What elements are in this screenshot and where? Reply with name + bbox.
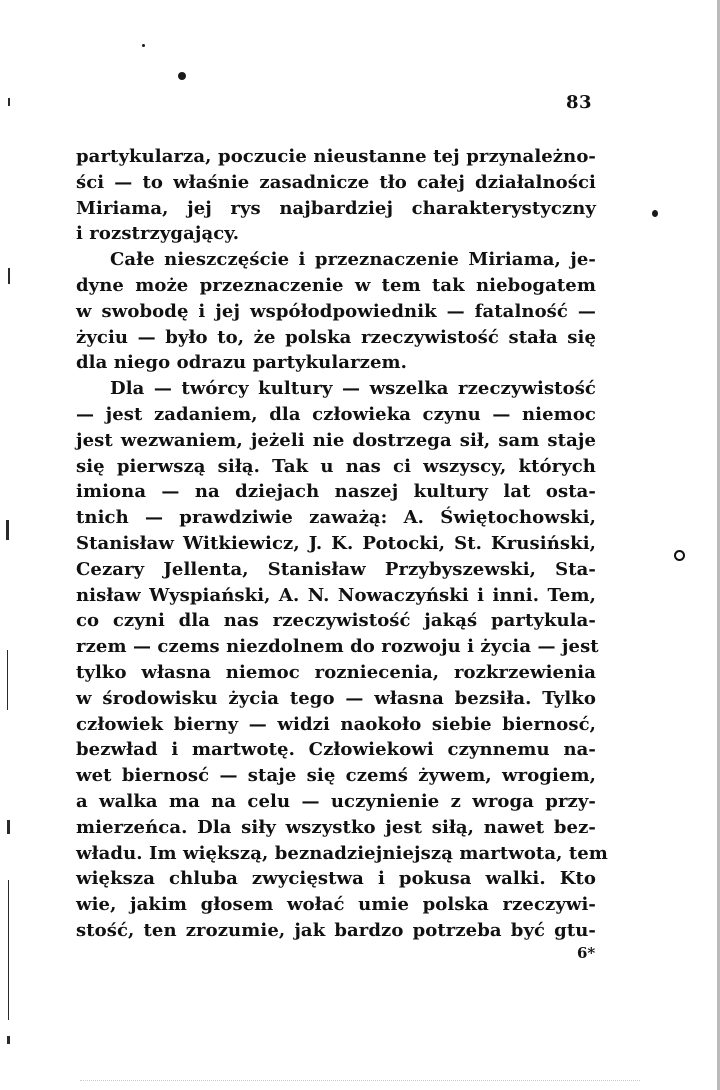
text-line: Miriama, jej rys najbardziej charakterystyczny (76, 197, 596, 219)
text-line: bezwład i martwotę. Człowiekowi czynnemu na- (76, 739, 596, 761)
left-margin-artifact (7, 650, 8, 710)
text-line: w swobodę i jej współodpowiednik — fatalność — (76, 300, 596, 322)
left-margin-artifact (8, 98, 10, 106)
left-margin-artifact (7, 1036, 10, 1044)
text-line: stość, ten zrozumie, jak bardzo potrzeba być gtu- (76, 919, 596, 941)
printer-signature-mark: 6* (577, 944, 596, 962)
text-line: imiona — na dziejach naszej kultury lat osta- (76, 481, 596, 503)
text-line: tnich — prawdziwie zaważą: A. Świętochowski, (76, 507, 596, 529)
left-margin-artifact (8, 268, 10, 284)
bottom-scan-noise (80, 1080, 640, 1081)
text-line: wet biernosć — staje się czemś żywem, wrogiem, (76, 765, 596, 787)
text-line: władu. Im większą, beznadziejniejszą martwota, tem (76, 842, 608, 864)
scan-dot-artifact (142, 44, 145, 47)
text-line: większa chluba zwycięstwa i pokusa walki. Kto (76, 868, 596, 890)
scan-ring-artifact (674, 550, 685, 561)
text-line: co czyni dla nas rzeczywistość jakąś partykula- (76, 610, 596, 632)
text-line: a walka ma na celu — uczynienie z wroga przy- (76, 790, 596, 812)
text-line: tylko własna niemoc rozniecenia, rozkrzewienia (76, 661, 596, 683)
text-line: mierzeńca. Dla siły wszystko jest siłą, nawet bez- (76, 816, 596, 838)
text-line: Dla — twórcy kultury — wszelka rzeczywistość (110, 378, 596, 400)
scan-dot-artifact (178, 72, 186, 80)
left-margin-artifact (7, 820, 10, 834)
left-margin-artifact (6, 520, 9, 540)
text-line: życiu — było to, że polska rzeczywistość stała się (76, 326, 596, 348)
text-line: dla niego odrazu partykularzem. (76, 352, 408, 374)
text-line: się pierwszą siłą. Tak u nas ci wszyscy, których (76, 455, 596, 477)
text-line: ści — to właśnie zasadnicze tło całej działalności (76, 171, 596, 193)
text-line: wie, jakim głosem wołać umie polska rzeczywi- (76, 894, 596, 916)
page-number: 83 (566, 92, 593, 113)
text-line: dyne może przeznaczenie w tem tak niebogatem (76, 274, 596, 296)
text-line: jest wezwaniem, jeżeli nie dostrzega sił, sam staje (76, 429, 596, 451)
text-line: partykularza, poczucie nieustanne tej przynależno- (76, 146, 596, 167)
body-text (76, 144, 608, 944)
scan-dot-artifact (652, 210, 658, 217)
text-line: — jest zadaniem, dla człowieka czynu — niemoc (76, 403, 596, 425)
left-margin-artifact (8, 880, 9, 1020)
text-line: w środowisku życia tego — własna bezsiła. Tylko (76, 687, 596, 709)
text-line: Cezary Jellenta, Stanisław Przybyszewski, Sta- (76, 558, 596, 580)
text-line: i rozstrzygający. (76, 223, 240, 245)
text-line: rzem — czems niezdolnem do rozwoju i życia — jest (76, 636, 599, 658)
text-line: nisław Wyspiański, A. N. Nowaczyński i inni. Tem, (76, 584, 596, 606)
text-line: Całe nieszczęście i przeznaczenie Miriama, je- (110, 249, 596, 271)
text-line: Stanisław Witkiewicz, J. K. Potocki, St. Krusiński, (76, 532, 596, 554)
text-line: człowiek bierny — widzi naokoło siebie biernosć, (76, 713, 596, 735)
